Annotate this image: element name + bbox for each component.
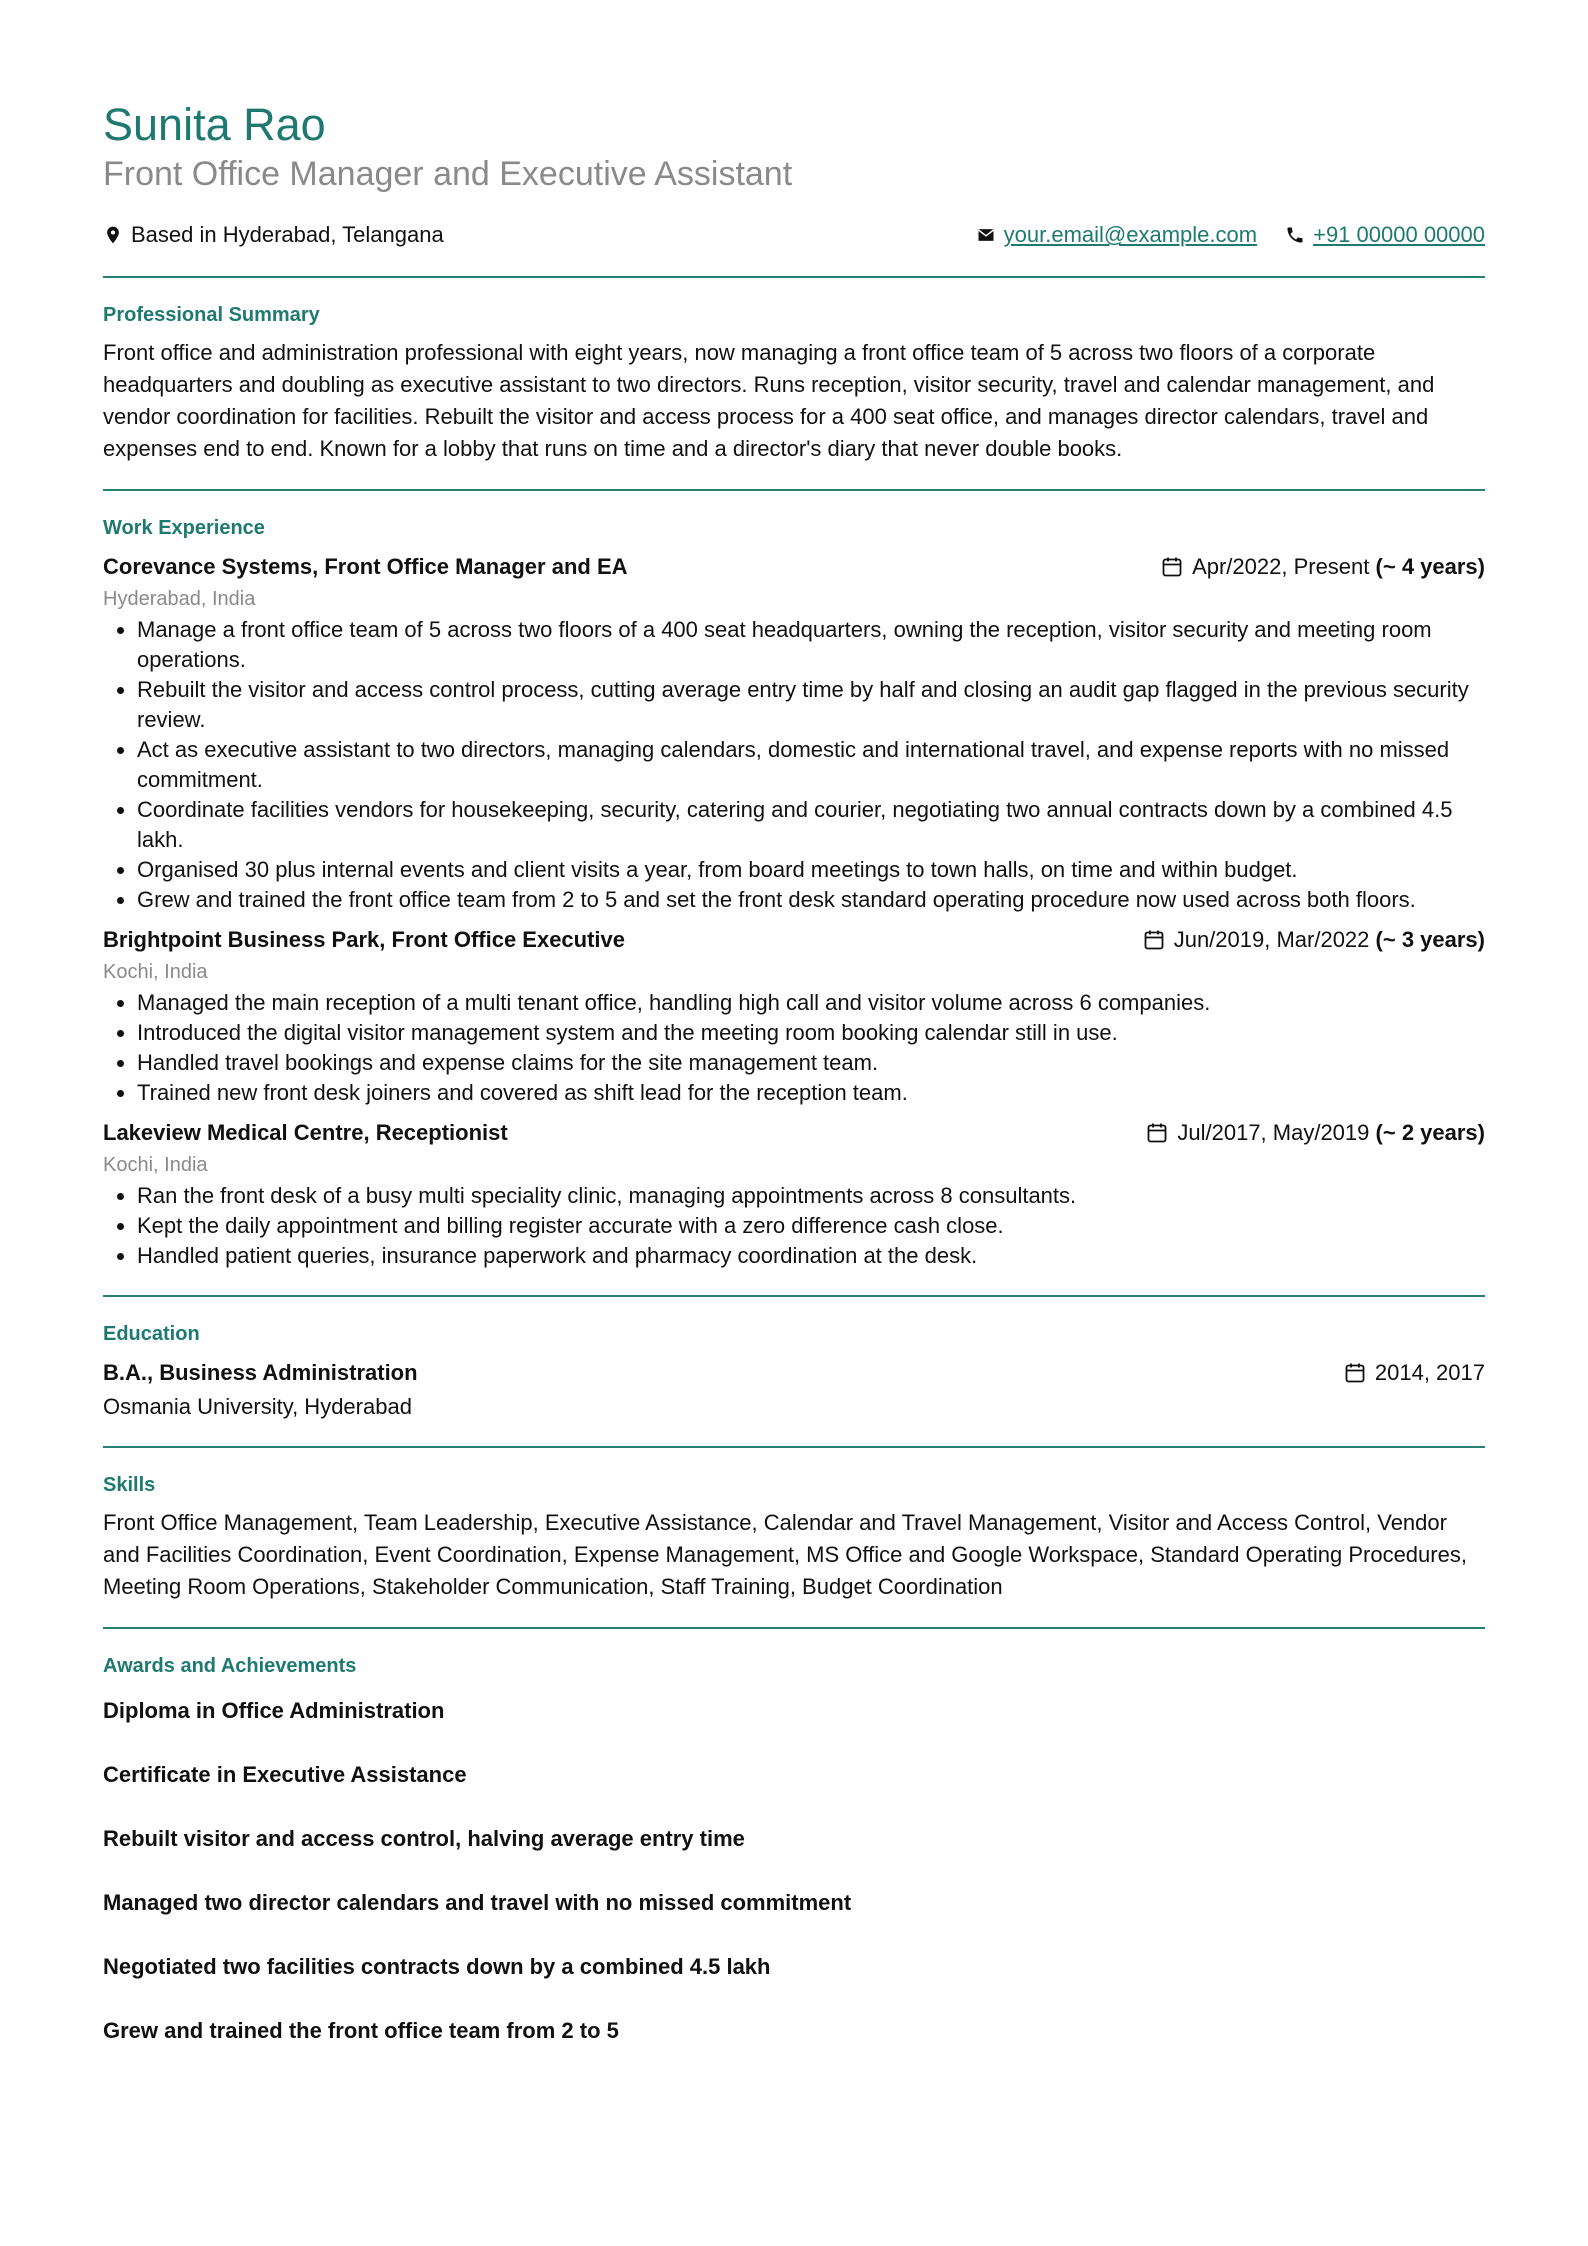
job-date-range: Jul/2017, May/2019 [1177, 1120, 1370, 1146]
job-entry [103, 550, 1485, 915]
list-item: • Handled patient queries, insurance paperwork and pharmacy coordination at the desk. [137, 1241, 1485, 1271]
award-item: Rebuilt visitor and access control, halving average entry time [103, 1826, 745, 1852]
job-header [103, 923, 1485, 957]
candidate-title: Front Office Manager and Executive Assistant [103, 154, 793, 193]
education-dates [1343, 1360, 1485, 1386]
education-header [103, 1356, 1485, 1390]
envelope-icon [976, 225, 996, 245]
job-dates [1142, 927, 1485, 953]
job-date-range: Jun/2019, Mar/2022 [1173, 927, 1370, 953]
job-role: Receptionist [375, 1120, 508, 1146]
map-pin-icon [103, 225, 123, 245]
job-bullets [103, 1181, 1485, 1271]
phone-group [1285, 222, 1485, 248]
job-entry [103, 1116, 1485, 1271]
calendar-icon [1145, 1121, 1169, 1145]
awards-section [103, 1629, 1485, 2080]
list-item: • Manage a front office team of 5 across two floors of a 400 seat headquarters, owning the reception, visitor security and meeting room operations. [137, 615, 1485, 675]
location-group [103, 222, 444, 248]
job-role: Front Office Executive [391, 927, 626, 953]
summary-section [103, 278, 1485, 465]
list-item: • Grew and trained the front office team from 2 to 5 and set the front desk standard operating procedure now used across both floors. [137, 885, 1485, 915]
section-heading: Awards and Achievements [103, 1655, 357, 1678]
list-item: • Trained new front desk joiners and covered as shift lead for the reception team. [137, 1078, 1485, 1108]
job-location: Hyderabad, India [103, 588, 256, 611]
skills-section [103, 1448, 1485, 1603]
education-school: Osmania University, Hyderabad [103, 1394, 412, 1420]
list-item: • Introduced the digital visitor management system and the meeting room booking calendar still in use. [137, 1018, 1485, 1048]
list-item: • Coordinate facilities vendors for housekeeping, security, catering and courier, negotiating two annual contracts down by a combined 4.5 lakh. [137, 795, 1485, 855]
location-text: Based in Hyderabad, Telangana [131, 222, 444, 248]
job-header [103, 1116, 1485, 1150]
job-duration: (~ 4 years) [1375, 554, 1485, 580]
email-link[interactable]: your.email@example.com [1003, 222, 1258, 248]
section-heading: Skills [103, 1474, 156, 1497]
list-item: • Organised 30 plus internal events and client visits a year, from board meetings to town halls, on time and within budget. [137, 855, 1485, 885]
list-item: • Rebuilt the visitor and access control process, cutting average entry time by half and closing an audit gap flagged in the previous security review. [137, 675, 1485, 735]
job-location: Kochi, India [103, 961, 208, 984]
phone-icon [1285, 225, 1305, 245]
job-dates [1160, 554, 1485, 580]
job-title-line: Corevance Systems, Front Office Manager and EA [103, 554, 628, 580]
job-company: Brightpoint Business Park [103, 927, 380, 953]
phone-link[interactable]: +91 00000 00000 [1313, 222, 1485, 248]
job-header [103, 550, 1485, 584]
education-section [103, 1297, 1485, 1420]
job-company: Corevance Systems [103, 554, 313, 580]
job-dates [1145, 1120, 1485, 1146]
award-item: Managed two director calendars and travel with no missed commitment [103, 1890, 852, 1916]
candidate-name: Sunita Rao [103, 99, 326, 150]
section-heading: Professional Summary [103, 304, 320, 327]
award-item: Certificate in Executive Assistance [103, 1762, 467, 1788]
award-item: Grew and trained the front office team from 2 to 5 [103, 2018, 619, 2044]
calendar-icon [1160, 555, 1184, 579]
job-duration: (~ 2 years) [1375, 1120, 1485, 1146]
list-item: • Kept the daily appointment and billing register accurate with a zero difference cash close. [137, 1211, 1485, 1241]
job-entry [103, 923, 1485, 1108]
education-date-range: 2014, 2017 [1374, 1360, 1485, 1386]
award-item: Diploma in Office Administration [103, 1698, 445, 1724]
calendar-icon [1343, 1361, 1367, 1385]
calendar-icon [1142, 928, 1166, 952]
summary-text: Front office and administration professional with eight years, now managing a front office team of 5 across two floors of a corporate headquarters and doubling as executive assistant to two directors. Runs reception, visitor security, travel and calendar management, and vendor coordination for facilities. Rebuilt the visitor and access process for a 400 seat office, and manages director calendars, travel and expenses end to end. Known for a lobby that runs on time and a director's diary that never double books. [103, 340, 1435, 462]
job-duration: (~ 3 years) [1375, 927, 1485, 953]
section-heading: Education [103, 1323, 200, 1346]
email-group [976, 222, 1257, 248]
job-role: Front Office Manager and EA [324, 554, 628, 580]
job-date-range: Apr/2022, Present [1192, 554, 1370, 580]
list-item: • Managed the main reception of a multi tenant office, handling high call and visitor volume across 6 companies. [137, 988, 1485, 1018]
job-bullets [103, 988, 1485, 1108]
section-heading: Work Experience [103, 517, 265, 540]
education-degree: B.A., Business Administration [103, 1360, 418, 1386]
list-item: • Ran the front desk of a busy multi speciality clinic, managing appointments across 8 consultants. [137, 1181, 1485, 1211]
contact-bar [103, 220, 1485, 250]
job-company: Lakeview Medical Centre [103, 1120, 364, 1146]
job-title-line: Lakeview Medical Centre, Receptionist [103, 1120, 508, 1146]
job-title-line: Brightpoint Business Park, Front Office Executive [103, 927, 626, 953]
list-item: • Handled travel bookings and expense claims for the site management team. [137, 1048, 1485, 1078]
contact-links [976, 222, 1485, 248]
job-bullets [103, 615, 1485, 915]
award-item: Negotiated two facilities contracts down by a combined 4.5 lakh [103, 1954, 771, 1980]
experience-section [103, 491, 1485, 1271]
job-location: Kochi, India [103, 1154, 208, 1177]
list-item: • Act as executive assistant to two directors, managing calendars, domestic and international travel, and expense reports with no missed commitment. [137, 735, 1485, 795]
skills-text: Front Office Management, Team Leadership, Executive Assistance, Calendar and Travel Management, Visitor and Access Control, Vendor and Facilities Coordination, Event Coordination, Expense Management, MS Office and Google Workspace, Standard Operating Procedures, Meeting Room Operations, Stakeholder Communication, Staff Training, Budget Coordination [103, 1510, 1467, 1600]
